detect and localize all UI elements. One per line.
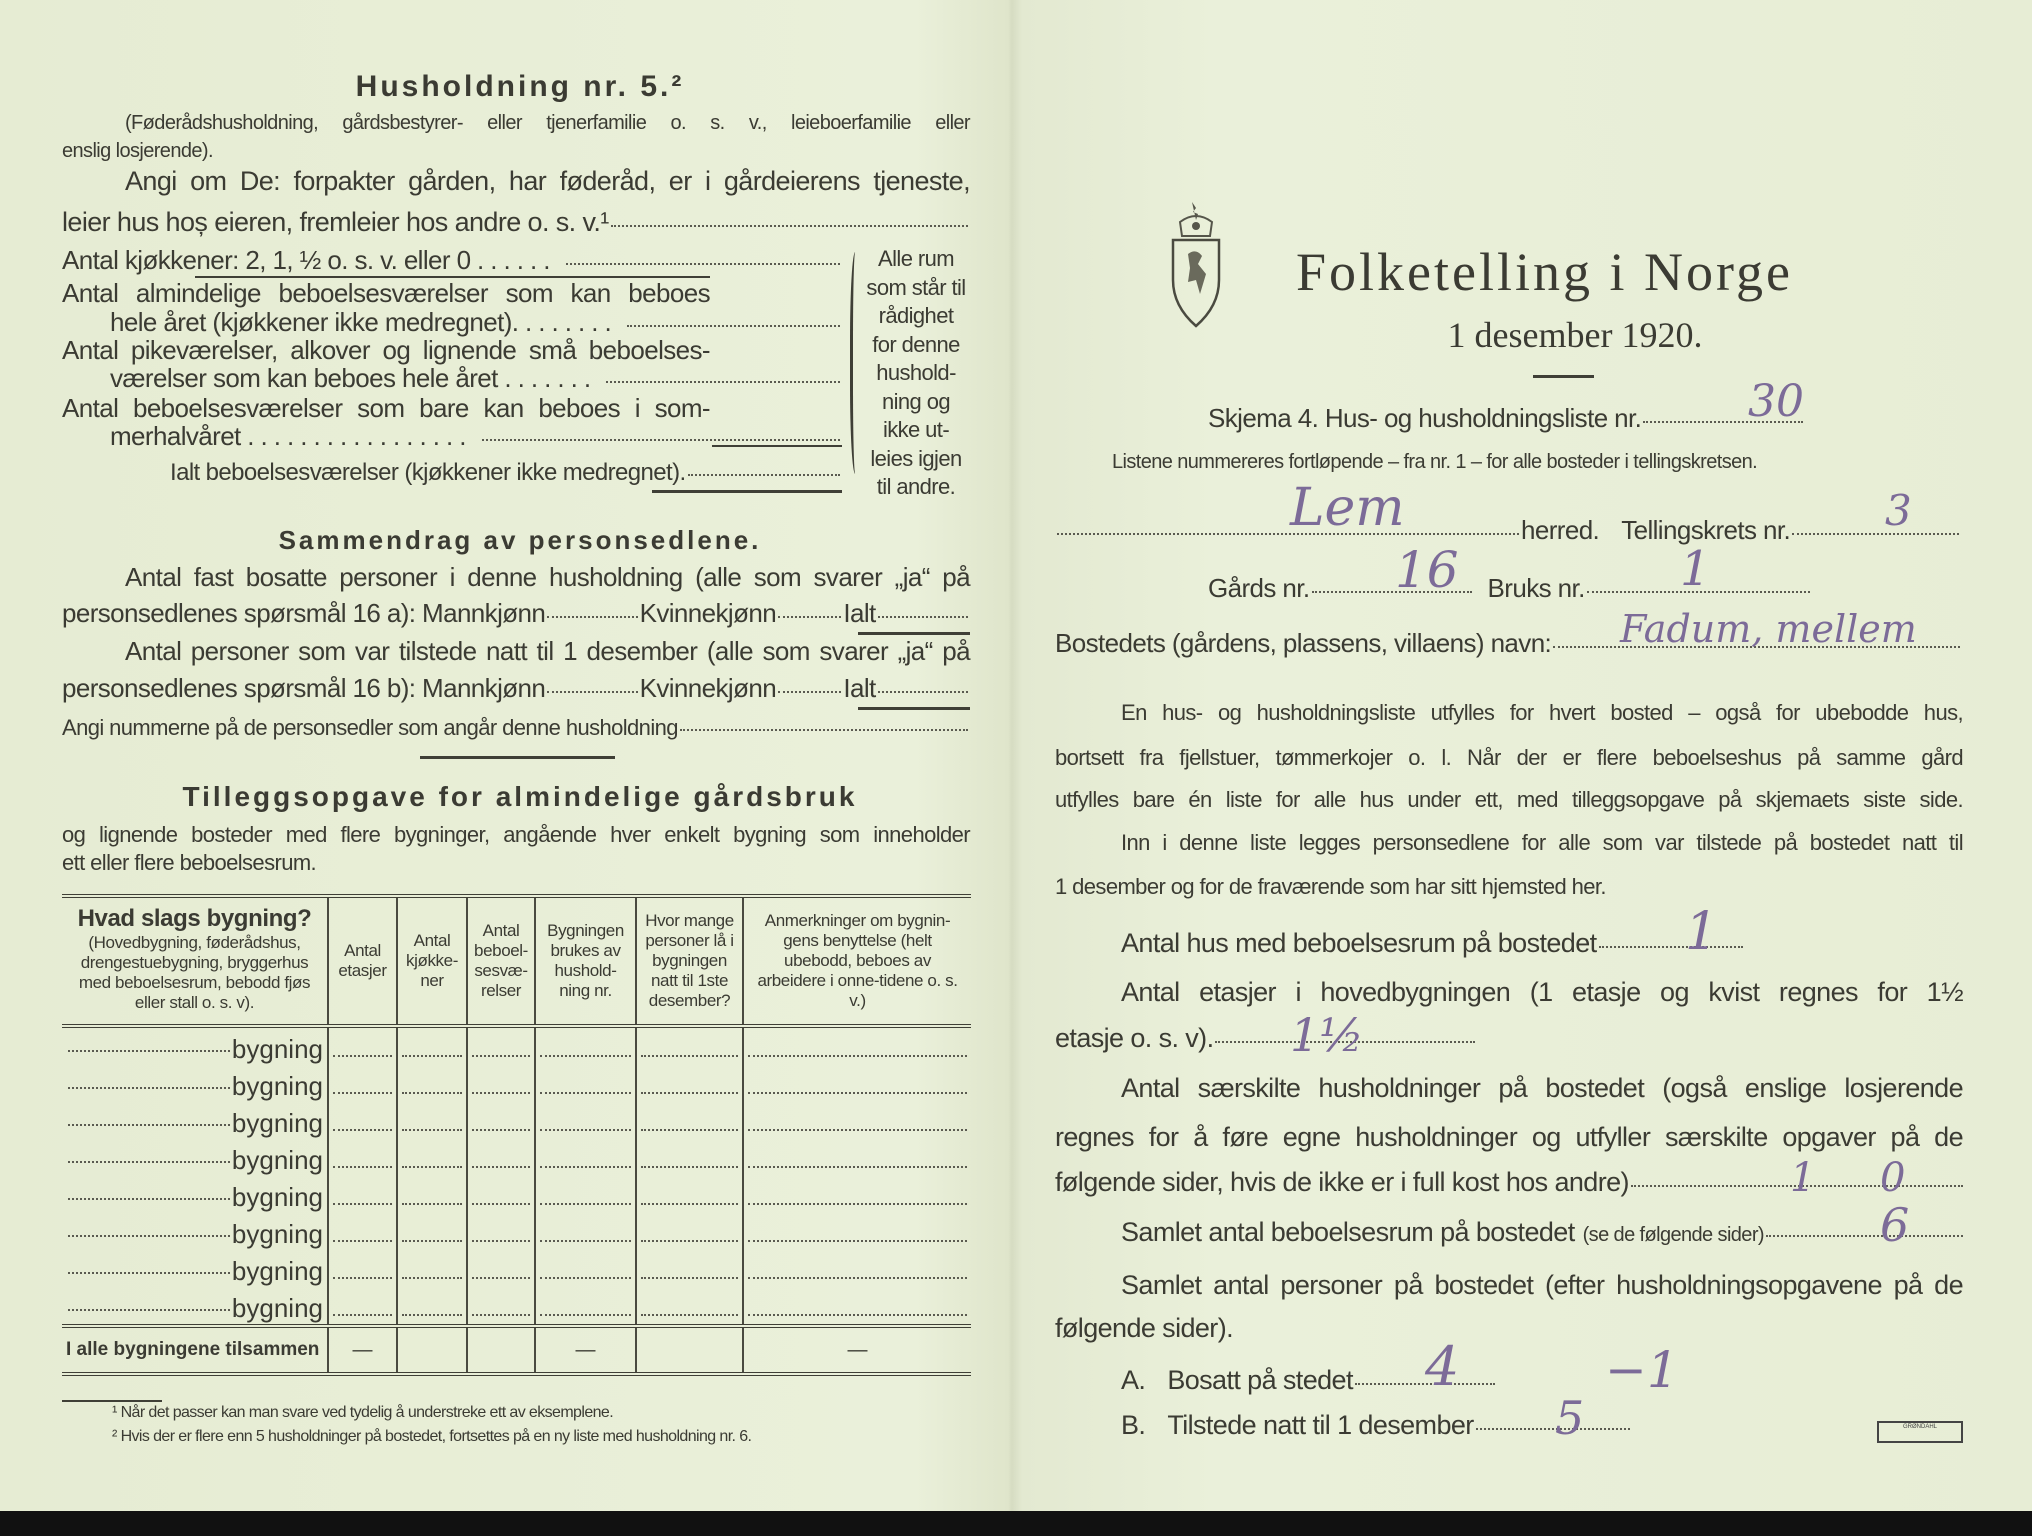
resident-value: 4 [1425,1335,1460,1398]
kitchens-field[interactable] [566,263,840,265]
building-type-cell[interactable] [62,1213,328,1250]
building-type-field[interactable] [68,1050,230,1052]
cell-field[interactable] [748,1277,967,1279]
households-label: Antal særskilte husholdninger på bostedet (også enslige losjerende [1121,1073,1963,1103]
table-cell[interactable] [467,1213,535,1250]
cell-field[interactable] [748,1092,967,1094]
building-label: bygning [231,1108,323,1138]
table-cell[interactable] [397,1250,467,1287]
column-header: Anmerkninger om bygnin-gens benyttelse (helt ubebodd, beboes av arbeidere i onne-tidene o. s. v.) [743,896,971,1026]
building-type-cell[interactable] [62,1065,328,1102]
herred-field[interactable] [1057,533,1519,535]
households-row [1055,1167,1965,1197]
cell-field[interactable] [540,1055,631,1057]
table-cell[interactable] [743,1026,971,1065]
angi-text-cont: leier hus hoș eieren, fremleier hos andre o. s. v.¹ [62,207,609,237]
cell-field[interactable] [333,1314,392,1316]
houses-row [1121,928,1745,958]
instruction-text: 1 desember og for de fraværende som har sitt hjemsted her. [1055,874,1606,899]
resident-persons-row [62,598,970,628]
table-cell[interactable] [397,1287,467,1326]
rooms-total-value: 6 [1880,1198,1910,1252]
cell-field[interactable] [748,1314,967,1316]
small-rooms-label: Antal pikeværelser, alkover og lignende små beboelses- [62,335,710,365]
cell-field[interactable] [402,1055,462,1057]
present-letter: B. [1121,1410,1146,1440]
list-number-label: Skjema 4. Hus- og husholdningsliste nr. [1208,403,1642,433]
list-number-value: 30 [1748,376,1804,427]
cell-field[interactable] [472,1203,530,1205]
table-cell[interactable] [743,1065,971,1102]
column-header: Antal etasjer [328,896,397,1026]
small-rooms-row [110,363,842,393]
female-label: Kvinnekjønn [639,673,777,703]
table-cell[interactable] [328,1065,397,1102]
column-header-title: Hvad slags bygning? [77,905,312,932]
divider [712,445,842,447]
resident-letter: A. [1121,1365,1146,1395]
farm-number-label: Gårds nr. [1208,573,1310,603]
table-cell[interactable] [535,1287,636,1326]
divider [420,756,615,759]
census-date: 1 desember 1920. [1447,315,1703,355]
buildings-table [62,894,971,1376]
table-cell[interactable] [328,1287,397,1326]
angi-field[interactable] [611,225,968,227]
supplement-text-cont: ett eller flere beboelsesrum. [62,850,317,875]
side-note-line: ning og [882,388,950,414]
instruction-text: utfylles bare én liste for alle hus under ett, med tilleggsopgave på skjemaets siste side. [1055,787,1963,812]
cell-field[interactable] [641,1129,738,1131]
houses-field[interactable] [1599,946,1743,948]
household-title: Husholdning nr. 5.² [355,70,685,103]
scan-edge [0,1511,2032,1536]
farm-row [1208,573,1812,603]
table-row [62,1026,971,1065]
table-row [62,1102,971,1139]
households-value: 1 [1790,1155,1816,1201]
building-type-cell[interactable] [62,1026,328,1065]
building-type-field[interactable] [68,1309,230,1311]
cell-field[interactable] [472,1092,530,1094]
table-cell[interactable] [397,1102,467,1139]
building-type-cell[interactable] [62,1102,328,1139]
cell-field[interactable] [402,1314,462,1316]
column-header: Antal kjøkke-ner [397,896,467,1026]
floors-label-cont: etasje o. s. v). [1055,1023,1214,1053]
cell-field[interactable] [402,1092,462,1094]
resident-total-field[interactable] [878,616,968,618]
divider [858,707,970,710]
building-label: bygning [231,1219,323,1249]
small-rooms-field[interactable] [606,381,840,383]
building-label: bygning [231,1293,323,1323]
cell-field[interactable] [402,1166,462,1168]
floors-value: 1½ [1290,1008,1364,1062]
total-rooms-label: Ialt beboelsesværelser (kjøkkener ikke medregnet). [170,459,686,486]
slip-numbers-row [62,713,970,743]
cell-field[interactable] [748,1055,967,1057]
table-cell[interactable] [397,1176,467,1213]
cell-field[interactable] [472,1129,530,1131]
kitchens-row [62,245,842,275]
households-value-2: 0 [1880,1155,1906,1201]
present-female-field[interactable] [778,691,841,693]
herred-label: herred. [1521,515,1600,545]
households-label-cont: regnes for å føre egne husholdninger og utfyller særskilte opgaver på de [1055,1122,1963,1152]
total-cell [397,1326,467,1374]
supplement-text: og lignende bosteder med flere bygninger, angående hver enkelt bygning som inneholder [62,822,970,847]
cell-field[interactable] [540,1203,631,1205]
total-label: Ialt [843,673,876,703]
floors-row [1055,1023,1477,1053]
cell-field[interactable] [472,1240,530,1242]
ordinary-rooms-row [110,307,842,337]
column-header-subtitle: (Hovedbygning, føderådshus, drengestuebygning, bryggerhus med beboelsesrum, bebodd fjøs eller stall o. s. v). [78,933,311,1012]
present-field[interactable] [1476,1428,1630,1430]
instruction-text: bortsett fra fjellstuer, tømmerkojer o. l. Når der er flere beboelseshus på samme gård [1055,745,1963,770]
building-type-field[interactable] [68,1124,230,1126]
houses-value: 1 [1685,902,1719,962]
place-name-label: Bostedets (gårdens, plassens, villaens) navn: [1055,628,1552,658]
summary-text-2: Antal personer som var tilstede natt til 1 desember (alle som svarer „ja“ på [125,636,970,666]
kitchens-label: Antal kjøkkener: 2, 1, ½ o. s. v. eller 0 . . . . . . [62,245,550,275]
resident-female-field[interactable] [778,616,841,618]
building-type-cell[interactable] [62,1287,328,1326]
table-cell[interactable] [636,1139,743,1176]
column-header: Bygningen brukes av hushold-ning nr. [535,896,636,1026]
building-type-field[interactable] [68,1161,230,1163]
building-label: bygning [231,1256,323,1286]
houses-label: Antal hus med beboelsesrum på bostedet [1121,928,1597,958]
census-district-field[interactable] [1792,533,1959,535]
column-header-building-type [62,896,328,1026]
total-label: Ialt [843,598,876,628]
side-note-line: ikke ut- [882,417,950,442]
side-note-line: som står til [866,274,966,300]
table-row [62,1250,971,1287]
divider [858,632,970,635]
ordinary-rooms-label: Antal almindelige beboelsesværelser som kan beboes [62,278,710,308]
total-cell [636,1326,743,1374]
cell-field[interactable] [333,1203,392,1205]
holding-number-label: Bruks nr. [1487,573,1585,603]
cell-field[interactable] [748,1166,967,1168]
table-cell[interactable] [535,1102,636,1139]
cell-field[interactable] [641,1055,738,1057]
table-cell[interactable] [535,1213,636,1250]
table-cell[interactable] [636,1065,743,1102]
table-cell[interactable] [743,1250,971,1287]
coat-of-arms-icon [1170,200,1222,328]
cell-field[interactable] [402,1240,462,1242]
present-value: 5 [1555,1391,1585,1445]
angi-text: Angi om De: forpakter gården, har føderåd, er i gårdeierens tjeneste, [125,166,970,196]
cell-field[interactable] [472,1166,530,1168]
total-cell: — [328,1326,397,1374]
total-cell [467,1326,535,1374]
cell-field[interactable] [333,1240,392,1242]
table-cell[interactable] [636,1102,743,1139]
herred-value: Lem [1290,478,1405,538]
district-row [1055,515,1961,545]
table-cell[interactable] [636,1026,743,1065]
building-type-field[interactable] [68,1198,230,1200]
slip-numbers-field[interactable] [680,729,968,731]
table-row [62,1287,971,1326]
cell-field[interactable] [748,1203,967,1205]
cell-field[interactable] [402,1277,462,1279]
cell-field[interactable] [540,1314,631,1316]
cell-field[interactable] [540,1166,631,1168]
table-cell[interactable] [535,1026,636,1065]
summary-title: Sammendrag av personsedlene. [278,525,762,555]
cell-field[interactable] [472,1055,530,1057]
table-cell[interactable] [397,1065,467,1102]
table-row [62,1065,971,1102]
persons-label-cont: følgende sider). [1055,1313,1233,1343]
persons-label: Samlet antal personer på bostedet (efter husholdningsopgavene på de [1121,1270,1963,1300]
cell-field[interactable] [641,1203,738,1205]
resident-label: personsedlenes spørsmål 16 a): Mannkjønn [62,598,546,628]
numbering-note: Listene nummereres fortløpende – fra nr. 1 – for alle bosteder i tellingskretsen. [1112,451,1758,473]
table-cell[interactable] [328,1139,397,1176]
summer-rooms-label-cont: merhalvåret . . . . . . . . . . . . . . . . . [110,421,466,451]
households-label-end: følgende sider, hvis de ikke er i full kost hos andre) [1055,1167,1629,1197]
table-cell[interactable] [467,1139,535,1176]
present-label: Tilstede natt til 1 desember [1167,1410,1474,1440]
side-note-line: rådighet [878,303,954,328]
total-rooms-row [170,458,842,488]
cell-field[interactable] [748,1129,967,1131]
cell-field[interactable] [641,1240,738,1242]
summary-text-1: Antal fast bosatte personer i denne husholdning (alle som svarer „ja“ på [125,562,970,592]
table-cell[interactable] [743,1176,971,1213]
building-label: bygning [231,1034,323,1064]
side-note-line: Alle rum [878,246,954,271]
rooms-side-note [860,245,972,502]
table-cell[interactable] [535,1250,636,1287]
female-label: Kvinnekjønn [639,598,777,628]
slip-numbers-label: Angi nummerne på de personsedler som angår denne husholdning [62,715,678,740]
building-label: bygning [231,1145,323,1175]
list-number-row [1208,403,1805,433]
present-correction: −1 [1605,1341,1679,1399]
divider [652,490,842,493]
table-cell[interactable] [743,1139,971,1176]
cell-field[interactable] [641,1166,738,1168]
side-note-line: til andre. [876,474,956,499]
table-cell[interactable] [328,1176,397,1213]
side-note-line: for denne [872,331,960,357]
rooms-total-field[interactable] [1766,1235,1963,1237]
resident-label: Bosatt på stedet [1167,1365,1353,1395]
table-row [62,1139,971,1176]
table-cell[interactable] [743,1102,971,1139]
present-total-field[interactable] [878,691,968,693]
total-cell: — [743,1326,971,1374]
table-cell[interactable] [397,1139,467,1176]
household-subtitle: (Føderådshusholdning, gårdsbestyrer- eller tjenerfamilie o. s. v., leieboerfamilie eller [125,112,970,134]
printer-stamp: GRØNDAHL [1877,1421,1963,1443]
column-header: Antal beboel-sesvæ-relser [467,896,535,1026]
supplement-title: Tilleggsopgave for almindelige gårdsbruk [182,781,858,812]
cell-field[interactable] [641,1277,738,1279]
table-cell[interactable] [328,1102,397,1139]
cell-field[interactable] [402,1203,462,1205]
household-subtitle-cont: enslig losjerende). [62,140,213,162]
cell-field[interactable] [540,1092,631,1094]
table-cell[interactable] [467,1176,535,1213]
building-type-field[interactable] [68,1235,230,1237]
table-total-row [62,1326,971,1374]
census-district-label: Tellingskrets nr. [1621,515,1791,545]
table-cell[interactable] [636,1250,743,1287]
cell-field[interactable] [641,1314,738,1316]
building-type-cell[interactable] [62,1250,328,1287]
building-type-cell[interactable] [62,1176,328,1213]
summer-rooms-field[interactable] [482,439,840,441]
table-cell[interactable] [467,1250,535,1287]
cell-field[interactable] [748,1240,967,1242]
table-cell[interactable] [743,1287,971,1326]
building-type-field[interactable] [68,1272,230,1274]
table-cell[interactable] [743,1213,971,1250]
cell-field[interactable] [333,1092,392,1094]
side-note-line: leies igjen [870,445,962,471]
column-header: Hvor mange personer lå i bygningen natt til 1ste desember? [636,896,743,1026]
total-cell: — [535,1326,636,1374]
present-label: personsedlenes spørsmål 16 b): Mannkjønn [62,673,546,703]
divider [1533,375,1594,378]
census-district-value: 3 [1885,486,1912,535]
ordinary-rooms-field[interactable] [627,325,840,327]
table-cell[interactable] [397,1026,467,1065]
instruction-text: En hus- og husholdningsliste utfylles for hvert bosted – også for ubebodde hus, [1121,700,1963,725]
footnote-1: ¹ Når det passer kan man svare ved tydelig å understreke ett av eksemplene. [112,1404,614,1421]
cell-field[interactable] [402,1129,462,1131]
cell-field[interactable] [540,1277,631,1279]
angi-line [62,207,970,237]
total-label: I alle bygningene tilsammen [62,1326,328,1374]
side-note-line: hushold- [876,360,956,385]
holding-number-value: 1 [1680,541,1711,597]
ordinary-rooms-label-cont: hele året (kjøkkener ikke medregnet). . . . . . . . [110,307,612,337]
cell-field[interactable] [333,1129,392,1131]
building-type-field[interactable] [68,1087,230,1089]
present-persons-row [62,673,970,703]
table-cell[interactable] [467,1026,535,1065]
cell-field[interactable] [540,1129,631,1131]
table-cell[interactable] [467,1102,535,1139]
cell-field[interactable] [472,1277,530,1279]
footnote-2: ² Hvis der er flere enn 5 husholdninger på bostedet, fortsettes på en ny liste med husholdning nr. 6. [112,1428,752,1445]
place-name-value: Fadum, mellem [1620,607,1917,651]
building-type-cell[interactable] [62,1139,328,1176]
cell-field[interactable] [540,1240,631,1242]
table-cell[interactable] [397,1213,467,1250]
table-cell[interactable] [636,1213,743,1250]
resident-male-field[interactable] [547,616,637,618]
table-cell[interactable] [467,1065,535,1102]
table-cell[interactable] [535,1139,636,1176]
instruction-text: Inn i denne liste legges personsedlene for alle som var tilstede på bostedet natt til [1121,830,1963,855]
floors-label: Antal etasjer i hovedbygningen (1 etasje og kvist regnes for 1½ [1121,977,1963,1007]
total-rooms-field[interactable] [688,474,840,476]
census-title: Folketelling i Norge [1296,242,1793,302]
table-cell[interactable] [636,1287,743,1326]
cell-field[interactable] [333,1166,392,1168]
rooms-total-row [1121,1217,1965,1250]
cell-field[interactable] [472,1314,530,1316]
building-label: bygning [231,1182,323,1212]
table-cell[interactable] [328,1026,397,1065]
cell-field[interactable] [333,1277,392,1279]
table-cell[interactable] [328,1250,397,1287]
farm-number-value: 16 [1395,541,1459,599]
table-cell[interactable] [636,1176,743,1213]
table-header [62,896,971,1026]
cell-field[interactable] [333,1055,392,1057]
small-rooms-label-cont: værelser som kan beboes hele året . . . . . . . [110,363,591,393]
table-cell[interactable] [467,1287,535,1326]
table-cell[interactable] [535,1176,636,1213]
building-label: bygning [231,1071,323,1101]
rooms-total-label: Samlet antal beboelsesrum på bostedet [1121,1217,1575,1247]
cell-field[interactable] [641,1092,738,1094]
table-cell[interactable] [328,1213,397,1250]
footnote-divider [62,1400,162,1402]
present-male-field[interactable] [547,691,637,693]
table-row [62,1213,971,1250]
table-row [62,1176,971,1213]
rooms-total-note: (se de følgende sider) [1582,1224,1764,1246]
table-cell[interactable] [535,1065,636,1102]
summer-rooms-label: Antal beboelsesværelser som bare kan beboes i som- [62,393,710,423]
